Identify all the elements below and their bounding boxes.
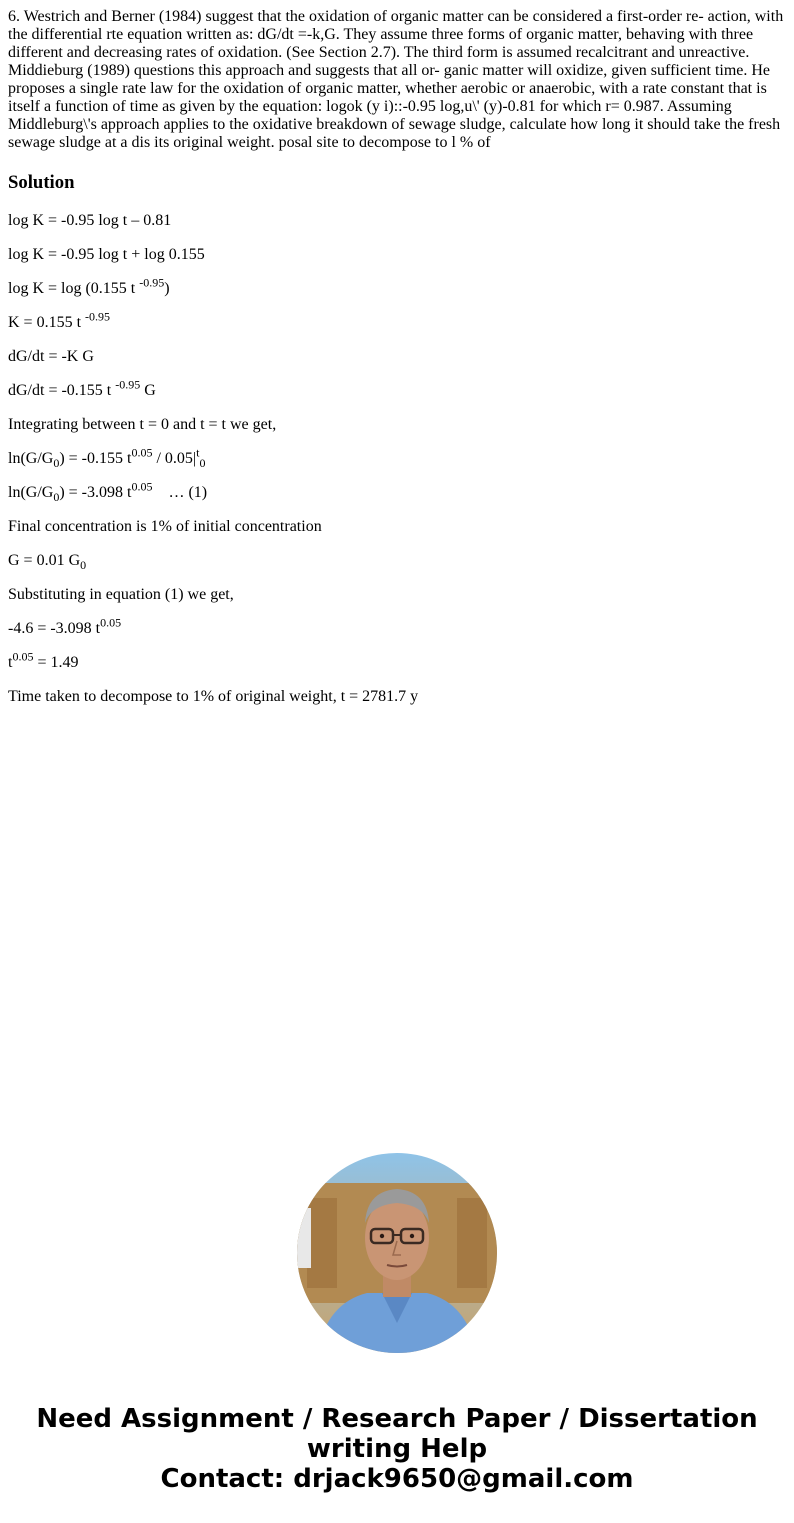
tutor-avatar-photo xyxy=(297,1153,497,1353)
step-10: Final concentration is 1% of initial concentration xyxy=(8,518,322,535)
step-8: $\ln(G/G_0) = -0.155$ $t^{0.05} / 0.05|^t_0$ xyxy=(8,445,206,471)
promo-banner xyxy=(0,1404,794,1494)
step-1: log K = -0.95 log t – 0.81 xyxy=(8,212,172,229)
step-3: log K = log (0.155 t $^{-0.95}$) xyxy=(8,275,170,297)
promo-line-1: Need Assignment / Research Paper / Dissertation xyxy=(36,1404,758,1434)
step-12: Substituting in equation (1) we get, xyxy=(8,586,234,603)
promo-line-2: writing Help xyxy=(306,1434,488,1464)
question-text: 6. Westrich and Berner (1984) suggest that the oxidation of organic matter can be considered a first-order re- action, with the differential rte equation written as: dG/dt =-k,G. They assume three forms of organic matter, behaving with three different and decreasing rates of oxidation. (See Section 2.7). The third form is assumed recalcitrant and unreactive. Middieburg (1989) questions this approach and suggests that all or- ganic matter will oxidize, given sufficient time. He proposes a single rate law for the oxidation of organic matter, whether aerobic or anaerobic, with a rate constant that is itself a function of time as given by the equation: logok (y i)::-0.95 log,u\' (y)-0.81 for which r= 0.987. Assuming Middleburg\'s approach applies to the oxidative breakdown of sewage sludge, calculate how long it should take the fresh sewage sludge at a dis its original weight. posal site to decompose to l % of xyxy=(8,8,784,151)
step-9: $\ln(G/G_0) = -3.098$ $t^{0.05}$ … (1) xyxy=(8,479,208,505)
step-2: log K = -0.95 log t + log 0.155 xyxy=(8,246,205,263)
step-15: Time taken to decompose to 1% of original weight, t = 2781.7 y xyxy=(8,688,419,705)
step-6: dG/dt = -0.155 t $^{-0.95}$ G xyxy=(8,377,156,399)
step-14: $t^{0.05} = 1.49$ xyxy=(8,649,79,671)
step-7: Integrating between t = 0 and t = t we get, xyxy=(8,416,277,433)
step-5: dG/dt = -K G xyxy=(8,348,94,365)
promo-contact: Contact: drjack9650@gmail.com xyxy=(160,1464,634,1494)
step-4: K = 0.155 t $^{-0.95}$ xyxy=(8,309,111,331)
step-13: -4.6 = -3.098 $t^{0.05}$ xyxy=(8,615,122,637)
step-11: G = 0.01 $G_0$ xyxy=(8,552,87,573)
document-body xyxy=(0,0,794,706)
solution-heading: Solution xyxy=(8,172,75,193)
